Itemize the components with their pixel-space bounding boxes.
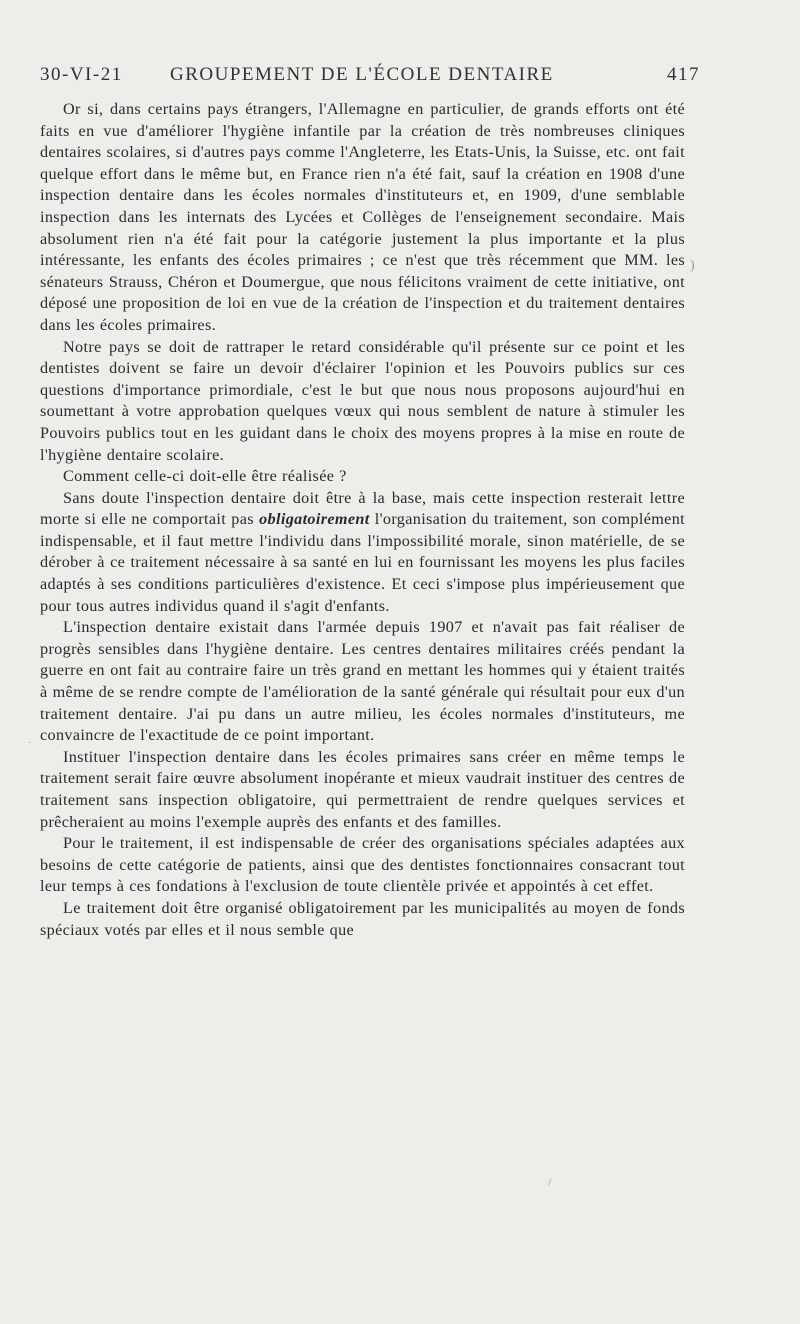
paragraph-4 [40,488,685,618]
page-speck: / [548,1175,552,1189]
paragraph-5: L'inspection dentaire existait dans l'armée depuis 1907 et n'avait pas fait réaliser de progrès sensibles dans l'hygiène dentaire. Les centres dentaires militaires créés pendant la guerre en ont fait au contraire faire un très grand en mettant les hommes qui y étaient traités à même de se rendre compte de l'amélioration de la santé générale qui résultait pour eux d'un traitement dentaire. J'ai pu dans un autre milieu, les écoles normales d'instituteurs, me convaincre de l'exactitude de ce point important. [40,618,685,745]
paragraph-7: Pour le traitement, il est indispensable de créer des organisations spéciales adaptées aux besoins de cette catégorie de patients, ainsi que des dentistes fonctionnaires consacrant tout leur temps à ces fondations à l'exclusion de toute clientèle privée et appointés à cet effet. [40,834,685,896]
paragraph-6: Instituer l'inspection dentaire dans les écoles primaires sans créer en même temps le traitement serait faire œuvre absolument inopérante et mieux vaudrait instituer des centres de traitement sans inspection obligatoire, qui permettraient de rendre quelques services et prêcheraient au moins l'exemple auprès des enfants et des familles. [40,747,685,831]
margin-dot: · [28,738,32,749]
body-text [40,99,685,941]
paragraph-4-emphasis: obligatoirement [259,510,370,529]
page-number: 417 [667,64,700,85]
header-date: 30-VI-21 [40,64,123,85]
paragraph-8: Le traitement doit être organisé obligatoirement par les municipalités au moyen de fonds spéciaux votés par elles et il nous semble que [40,898,685,939]
paragraph-1: Or si, dans certains pays étrangers, l'Allemagne en particulier, de grands efforts ont été faits en vue d'améliorer l'hygiène infantile par la création de très nombreuses cliniques dentaires scolaires, si d'autres pays comme l'Angleterre, les Etats-Unis, la Suisse, etc. ont fait quelque effort dans le même but, en France rien n'a été fait, sauf la création en 1908 d'une inspection dentaire dans les écoles normales d'instituteurs et, en 1909, d'une semblable inspection dans les internats des Lycées et Collèges de l'enseignement secondaire. Mais absolument rien n'a été fait pour la catégorie justement la plus importante et la plus intéressante, les enfants des écoles primaires ; ce n'est que très récemment que MM. les sénateurs Strauss, Chéron et Doumergue, que nous félicitons vraiment de cette initiative, ont déposé une proposition de loi en vue de la création de l'inspection et du traitement dentaires dans les écoles primaires. [40,100,685,334]
margin-mark: ) [690,258,695,273]
paragraph-3: Comment celle-ci doit-elle être réalisée ? [63,467,347,486]
header-title: GROUPEMENT DE L'ÉCOLE DENTAIRE [170,64,554,85]
running-head [40,64,700,88]
paragraph-4-end: l'organisation du traitement, son complément indispensable, et il faut mettre l'individu dans l'impossibilité morale, sinon matérielle, de se dérober à ce traitement nécessaire à sa santé en lui en fournissant les moyens les plus faciles adaptés à ses conditions particulières d'existence. Et ceci s'impose plus impérieusement que pour tous autres individus quand il s'agit d'enfants. [40,510,685,615]
paragraph-2: Notre pays se doit de rattraper le retard considérable qu'il présente sur ce point et les dentistes doivent se faire un devoir d'éclairer l'opinion et les Pouvoirs publics sur ces questions d'importance primordiale, c'est le but que nous nous proposons aujourd'hui en soumettant à votre approbation quelques vœux qui nous semblent de nature à stimuler les Pouvoirs publics tout en les guidant dans le choix des moyens propres à la mise en route de l'hygiène dentaire scolaire. [40,337,685,464]
paragraph-4-start: Sans doute l'inspection dentaire doit être à la base, mais cette inspection resterait lettre morte si elle ne comportait pas [40,488,685,529]
